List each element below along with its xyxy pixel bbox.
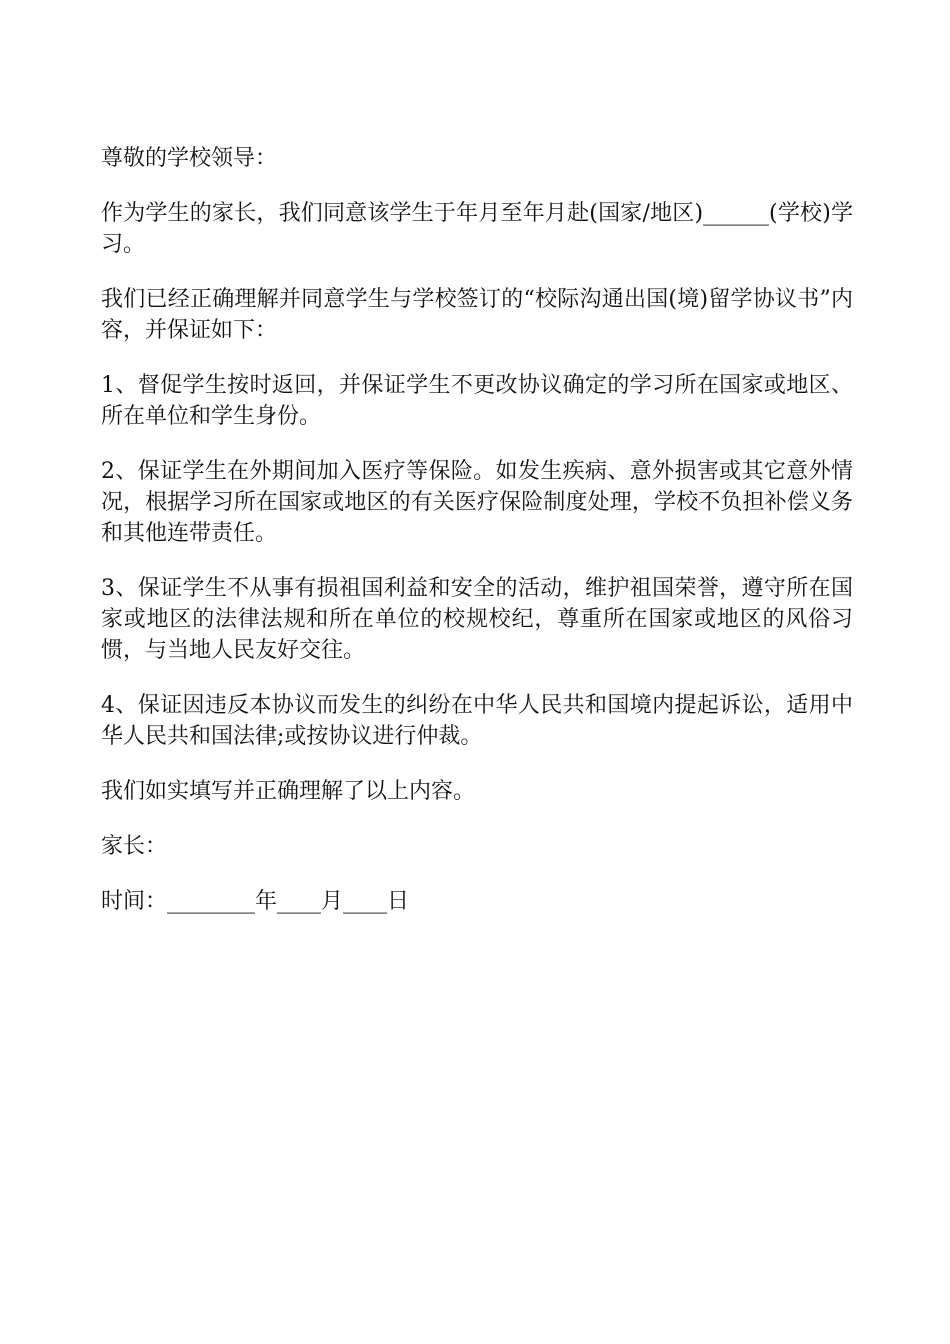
paragraph-clause-1: 1、督促学生按时返回，并保证学生不更改协议确定的学习所在国家或地区、所在单位和学生身份。 <box>101 373 853 429</box>
date-line: 时间：________年____月____日 <box>101 889 410 914</box>
document-body <box>101 143 853 941</box>
paragraph-clause-3: 3、保证学生不从事有损祖国利益和安全的活动，维护祖国荣誉，遵守所在国家或地区的法律法规和所在单位的校规校纪，尊重所在国家或地区的风俗习惯，与当地人民友好交往。 <box>101 576 853 663</box>
paragraph-agreement: 我们已经正确理解并同意学生与学校签订的“校际沟通出国(境)留学协议书”内容，并保证如下： <box>101 287 853 343</box>
paragraph-clause-4: 4、保证因违反本协议而发生的纠纷在中华人民共和国境内提起诉讼，适用中华人民共和国法律;或按协议进行仲裁。 <box>101 693 853 749</box>
paragraph-consent: 作为学生的家长，我们同意该学生于年月至年月赴(国家/地区)______(学校)学习。 <box>101 201 853 257</box>
paragraph-confirmation: 我们如实填写并正确理解了以上内容。 <box>101 779 476 804</box>
parent-signature-label: 家长： <box>101 834 168 859</box>
paragraph-clause-2: 2、保证学生在外期间加入医疗等保险。如发生疾病、意外损害或其它意外情况，根据学习所在国家或地区的有关医疗保险制度处理，学校不负担补偿义务和其他连带责任。 <box>101 459 853 546</box>
salutation: 尊敬的学校领导： <box>101 146 278 171</box>
